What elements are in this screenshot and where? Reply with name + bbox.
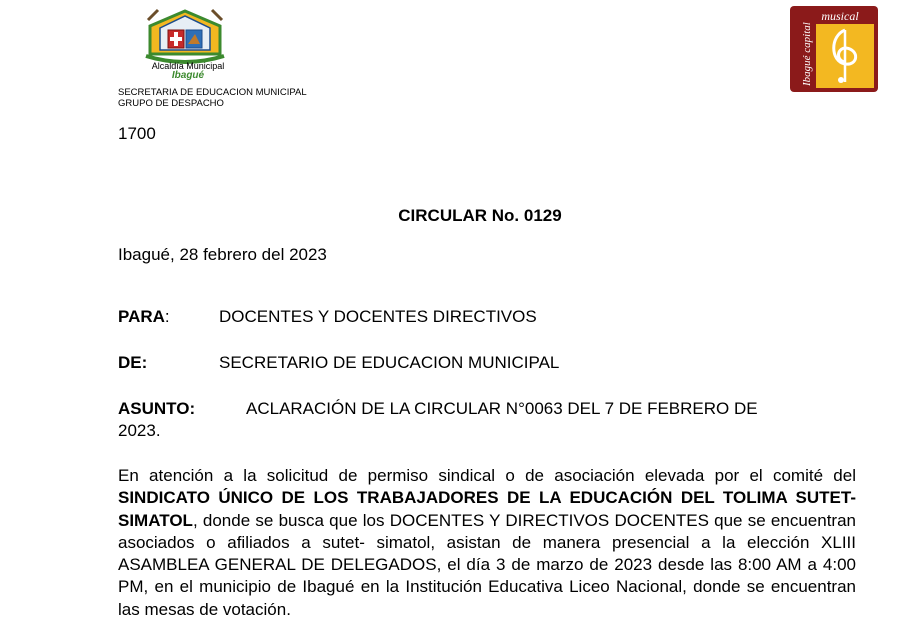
city-name: Ibagué (171, 70, 205, 81)
para-label: PARA (118, 307, 165, 326)
alcaldia-name: Alcaldía Municipal (151, 61, 225, 71)
asunto-label: ASUNTO: (118, 399, 196, 418)
department-line-2: GRUPO DE DESPACHO (118, 98, 224, 109)
body-paragraph (118, 465, 856, 621)
asunto-value: ACLARACIÓN DE LA CIRCULAR N°0063 DEL 7 DE FEBRERO DE (246, 399, 758, 418)
de-row (118, 353, 560, 373)
asunto-value-continued: 2023. (118, 421, 161, 440)
document-number: 1700 (118, 124, 156, 143)
union-name: SINDICATO ÚNICO DE LOS TRABAJADORES DE LA EDUCACIÓN DEL TOLIMA SUTET-SIMATOL (118, 488, 856, 530)
svg-text:musical: musical (821, 9, 859, 23)
ibague-capital-musical-logo (790, 6, 878, 92)
para-colon: : (164, 307, 170, 326)
body-text-1: En atención a la solicitud de permiso sindical o de asociación elevada por el comité del (118, 466, 856, 485)
de-value: SECRETARIO DE EDUCACION MUNICIPAL (219, 353, 560, 372)
para-row (118, 307, 537, 327)
circular-title: CIRCULAR No. 0129 (398, 206, 562, 225)
department-block (118, 87, 307, 109)
document-date: Ibagué, 28 febrero del 2023 (118, 245, 327, 264)
department-line-1: SECRETARIA DE EDUCACION MUNICIPAL (118, 87, 307, 98)
body-text-2: , donde se busca que los DOCENTES Y DIRECTIVOS DOCENTES que se encuentran asociados o afiliados a sutet- simatol, asistan de manera presencial a la elección XLIII ASAMBLEA GENERAL DE DELEGADOS, el día 3 de marzo de 2023 desde las 8:00 AM a 4:00 PM, en el municipio de Ibagué en la Institución Educativa Liceo Nacional, donde se encuentran las mesas de votación. (118, 510, 856, 619)
asunto-row (118, 399, 856, 441)
para-value: DOCENTES Y DOCENTES DIRECTIVOS (219, 307, 537, 326)
svg-text:Ibagué capital: Ibagué capital (801, 22, 813, 86)
de-label: DE: (118, 353, 148, 372)
alcaldia-label (118, 62, 258, 80)
